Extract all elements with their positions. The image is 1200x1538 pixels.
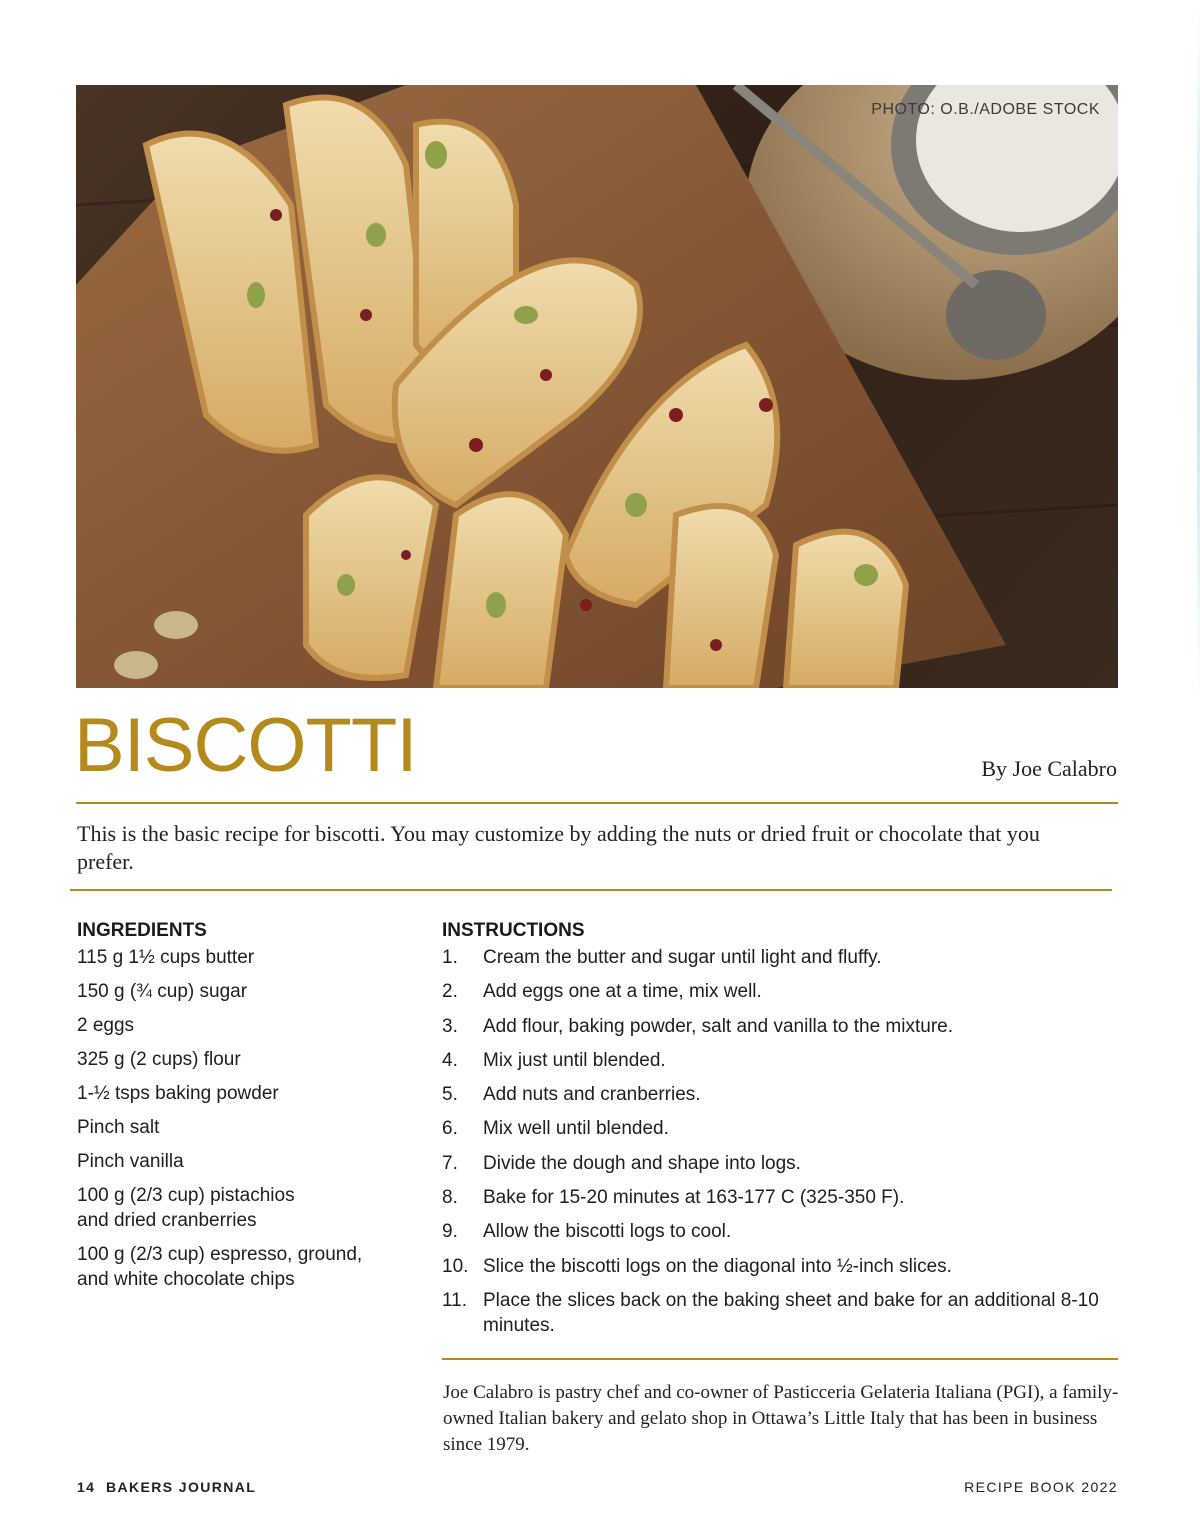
footer-left: [77, 1479, 256, 1495]
step-text: Divide the dough and shape into logs.: [483, 1152, 801, 1174]
step-number: 2.: [442, 981, 458, 1003]
author-byline: By Joe Calabro: [981, 756, 1117, 781]
instruction-step: [442, 1288, 1122, 1338]
step-number: 11.: [442, 1289, 468, 1311]
biscotti-photo-illustration: [76, 85, 1118, 688]
instruction-step: [442, 1014, 1122, 1039]
instructions-list: [442, 945, 1122, 1347]
instruction-step: [442, 1185, 1122, 1210]
step-number: 7.: [442, 1152, 458, 1174]
page-number: 14: [77, 1479, 96, 1495]
ingredient-item: Pinch salt: [77, 1117, 160, 1138]
instruction-step: [442, 945, 1122, 970]
step-text: Slice the biscotti logs on the diagonal into ½-inch slices.: [483, 1255, 952, 1277]
step-number: 6.: [442, 1118, 458, 1140]
title-divider: [76, 802, 1118, 804]
step-text: Add eggs one at a time, mix well.: [483, 981, 762, 1003]
step-number: 4.: [442, 1049, 458, 1071]
instruction-step: [442, 1151, 1122, 1176]
issue-name: RECIPE BOOK 2022: [964, 1479, 1118, 1495]
step-number: 10.: [442, 1255, 469, 1277]
ingredients-heading: INGREDIENTS: [77, 920, 207, 941]
instruction-step: [442, 1254, 1122, 1279]
step-number: 9.: [442, 1221, 458, 1243]
ingredient-item: 100 g (2/3 cup) pistachios and dried cranberries: [77, 1185, 295, 1231]
photo-credit: PHOTO: O.B./ADOBE STOCK: [871, 101, 1100, 118]
recipe-intro: This is the basic recipe for biscotti. You may customize by adding the nuts or dried fruit or chocolate that you prefer.: [77, 821, 1040, 874]
step-text: Mix well until blended.: [483, 1118, 669, 1140]
instruction-step: [442, 1082, 1122, 1107]
step-text: Place the slices back on the baking sheet and bake for an additional 8-10 minutes.: [483, 1289, 1099, 1336]
instruction-step: [442, 1048, 1122, 1073]
ingredient-item: 100 g (2/3 cup) espresso, ground, and white chocolate chips: [77, 1244, 363, 1290]
spoon: [946, 270, 1046, 360]
ingredient-item: 1-½ tsps baking powder: [77, 1083, 279, 1104]
step-text: Cream the butter and sugar until light and fluffy.: [483, 947, 882, 968]
ingredient-item: 325 g (2 cups) flour: [77, 1049, 241, 1070]
instructions-heading: INSTRUCTIONS: [442, 920, 585, 941]
step-number: 3.: [442, 1015, 458, 1037]
hero-photo: [76, 85, 1118, 688]
step-text: Mix just until blended.: [483, 1049, 666, 1071]
recipe-title: BISCOTTI: [74, 703, 417, 788]
author-bio: Joe Calabro is pastry chef and co-owner of Pasticceria Gelateria Italiana (PGI), a family-owned Italian bakery and gelato shop in Ottawa’s Little Italy that has been in business since 1979.: [443, 1382, 1119, 1455]
step-number: 5.: [442, 1084, 458, 1106]
instruction-step: [442, 1116, 1122, 1141]
bio-divider: [442, 1358, 1118, 1360]
ingredient-item: 150 g (¾ cup) sugar: [77, 981, 248, 1002]
ingredient-item: 2 eggs: [77, 1015, 135, 1036]
ingredient-item: Pinch vanilla: [77, 1151, 184, 1172]
step-text: Allow the biscotti logs to cool.: [483, 1221, 732, 1243]
ingredient-item: 115 g 1½ cups butter: [77, 947, 255, 968]
instruction-step: [442, 1219, 1122, 1244]
ingredients-list: [77, 945, 407, 1301]
step-text: Add nuts and cranberries.: [483, 1084, 701, 1106]
step-number: 1.: [442, 947, 458, 968]
step-text: Add flour, baking powder, salt and vanilla to the mixture.: [483, 1015, 953, 1037]
intro-divider: [70, 889, 1112, 891]
step-number: 8.: [442, 1187, 458, 1209]
publication-name: BAKERS JOURNAL: [105, 1479, 257, 1495]
instruction-step: [442, 979, 1122, 1004]
step-text: Bake for 15-20 minutes at 163-177 C (325-350 F).: [483, 1187, 905, 1209]
